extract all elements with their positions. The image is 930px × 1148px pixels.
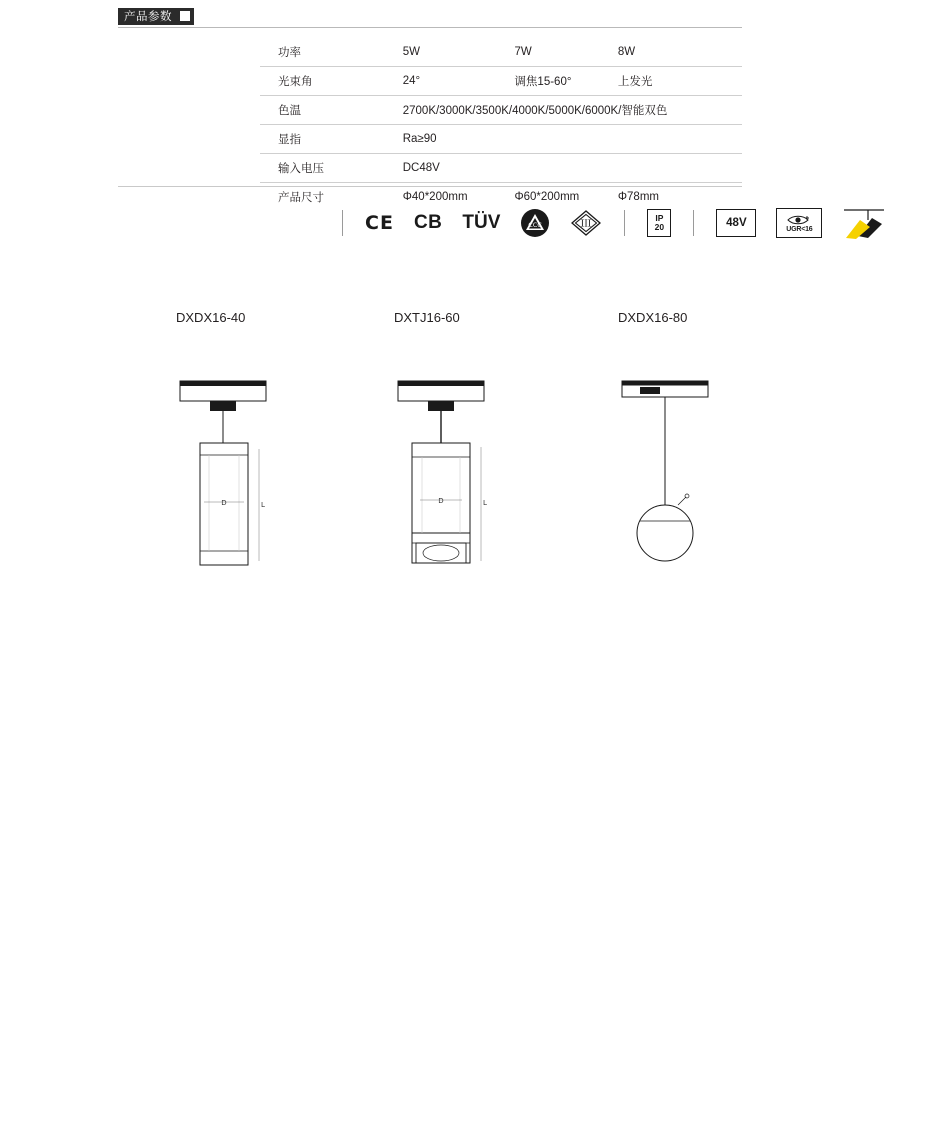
spec-value: Ra≥90 (403, 125, 742, 154)
spec-key: 色温 (260, 96, 403, 125)
product-name: DXDX16-80 (618, 310, 688, 325)
spec-key: 显指 (260, 125, 403, 154)
spec-key: 产品尺寸 (278, 192, 324, 204)
table-row (260, 96, 742, 125)
cb-icon: CB (413, 212, 443, 233)
spec-key: 输入电压 (260, 154, 403, 183)
spec-value: 上发光 (618, 67, 742, 96)
ip-label-top: IP (655, 213, 664, 224)
table-row (260, 67, 742, 96)
spec-value: 8W (618, 38, 742, 67)
svg-text:CCC: CCC (528, 221, 543, 229)
spec-value: 2700K/3000K/3500K/4000K/5000K/6000K/智能双色 (403, 96, 742, 125)
spec-value: Φ78mm (617, 191, 659, 203)
table-row (260, 38, 742, 67)
ip-rating-icon (647, 209, 671, 237)
product-name: DXTJ16-60 (394, 310, 460, 325)
product-item (394, 310, 614, 555)
product-drawing-dxdx16-80 (618, 371, 838, 601)
svg-text:III: III (581, 219, 592, 230)
certification-row (330, 205, 898, 241)
product-drawing-dxtj16-60 (394, 371, 614, 601)
product-name: DXDX16-40 (176, 310, 246, 325)
ugr-icon (776, 208, 822, 238)
product-item (618, 310, 838, 555)
spec-value: 调焦15-60° (514, 67, 617, 96)
table-bottom-divider (118, 186, 742, 187)
spec-value: 7W (514, 38, 617, 67)
svg-text:L: L (483, 499, 487, 507)
header-divider (118, 27, 742, 28)
ce-icon: CE (365, 212, 394, 234)
spec-value: Φ40*200mm (402, 191, 468, 203)
table-row (260, 154, 742, 183)
spec-key: 光束角 (260, 67, 403, 96)
svg-text:D: D (438, 497, 444, 505)
ugr-label: UGR<16 (786, 225, 813, 233)
product-item (176, 310, 396, 555)
cert-divider (342, 210, 343, 236)
section-title-label: 产品参数 (124, 11, 172, 23)
tuv-icon: TÜV (462, 212, 501, 233)
ip-label-bottom: 20 (654, 222, 665, 232)
spec-value: 5W (403, 38, 515, 67)
cert-divider (693, 210, 694, 236)
class-iii-icon (570, 209, 602, 237)
spec-value: 24° (403, 67, 515, 96)
svg-text:L: L (261, 501, 265, 509)
table-row (260, 125, 742, 154)
spec-value: DC48V (403, 154, 742, 183)
section-title-bar (118, 8, 194, 25)
voltage-icon: 48V (716, 209, 756, 237)
spec-value: Φ60*200mm (514, 191, 580, 203)
ccc-icon (520, 208, 550, 238)
product-drawing-dxdx16-40 (176, 371, 396, 601)
section-title-tab (180, 11, 190, 21)
lamp-icon (842, 206, 888, 240)
cert-divider (624, 210, 625, 236)
spec-key: 功率 (260, 38, 403, 67)
svg-text:D: D (221, 499, 227, 507)
